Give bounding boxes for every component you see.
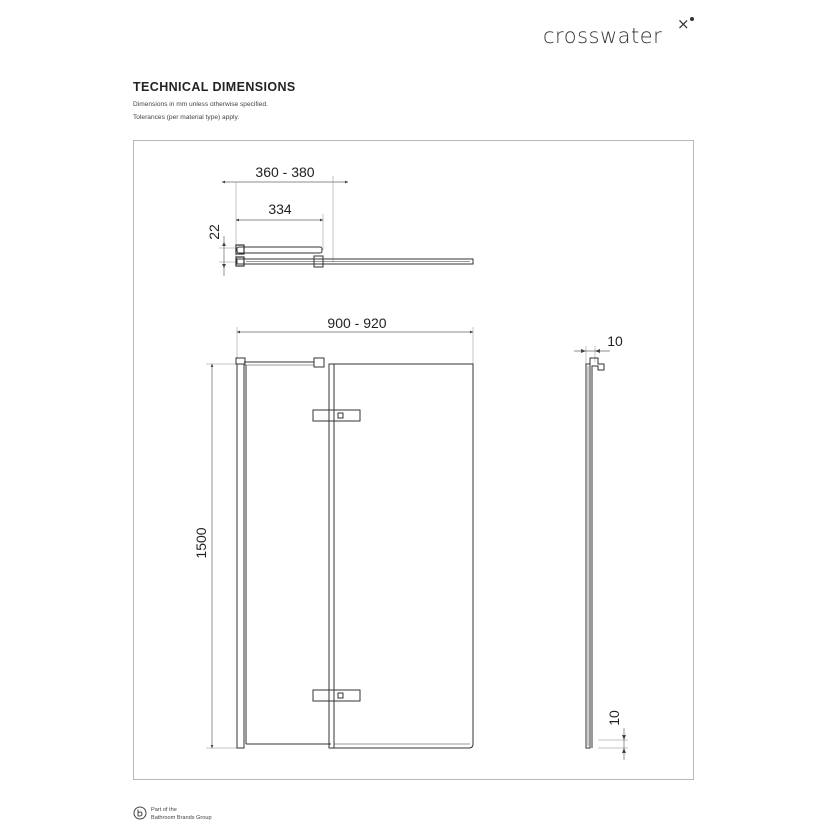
depth-label: 22: [206, 224, 222, 240]
brand-mark-icon: ×: [677, 15, 690, 33]
dimension-note: Dimensions in mm unless otherwise specified.: [133, 101, 268, 108]
section-title: TECHNICAL DIMENSIONS: [133, 80, 296, 94]
lower-hinge: [313, 690, 360, 701]
wall-profile: [237, 362, 244, 748]
top-offset-label: 10: [607, 333, 623, 349]
footer-line-2: Bathroom Brands Group: [151, 815, 212, 821]
brand-name: crosswater: [543, 24, 663, 48]
top-bracket: [314, 358, 324, 367]
height-label: 1500: [193, 527, 209, 559]
upper-hinge: [313, 410, 360, 421]
bathroom-brands-logo-icon: [133, 806, 147, 820]
hinged-panel-plan: [237, 247, 322, 253]
tolerance-note: Tolerances (per material type) apply.: [133, 114, 240, 121]
width-label: 900 - 920: [327, 315, 387, 331]
inner-width-label: 334: [268, 201, 292, 217]
footer-line-1: Part of the: [151, 807, 177, 813]
side-view: [574, 346, 628, 760]
outer-width-label: 360 - 380: [255, 164, 315, 180]
bottom-offset-label: 10: [606, 710, 622, 726]
plan-view: [219, 176, 473, 276]
front-view: [206, 327, 473, 748]
side-bracket: [590, 358, 604, 748]
